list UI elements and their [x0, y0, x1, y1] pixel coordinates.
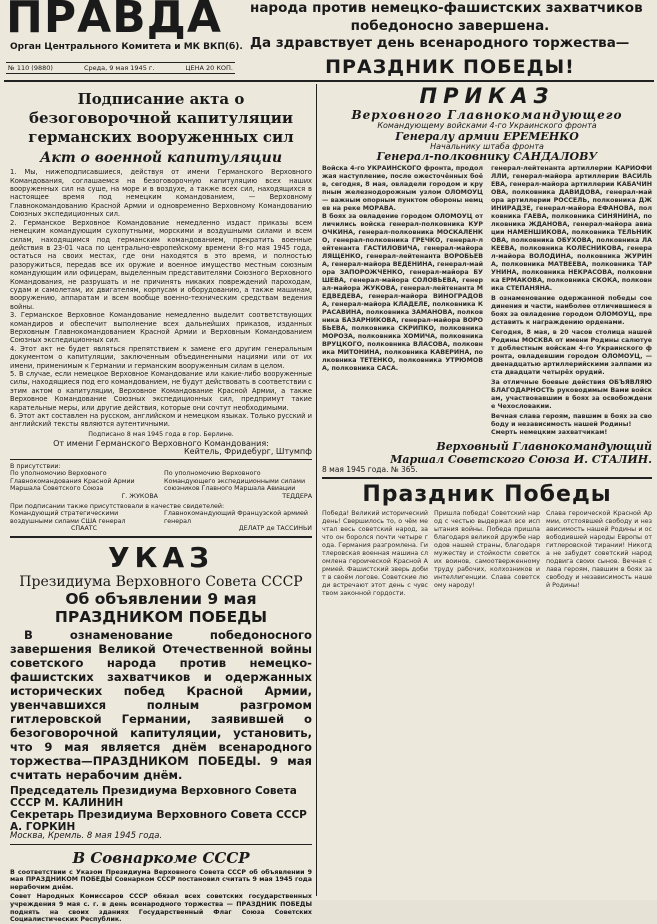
prikaz-glory: Вечная слава героям, павшим в боях за свободу и независимость нашей Родины! [491, 413, 652, 429]
prikaz-commander-title: Верховный Главнокомандующий [436, 440, 652, 454]
column-divider [316, 84, 317, 896]
prikaz-addressee: Командующему войсками 4-го Украинского фронта [377, 121, 597, 130]
masthead-title: ПРАВДА [6, 0, 222, 43]
act-paragraph-4: 4. Этот акт не будет являться препятствием к замене его другим генеральным документом о капитуляции, заключенным объединенными нациями или от их имени, применимым к Германии и германским вооруженным силам в целом. [10, 344, 312, 370]
sovnarkom-p2: Совет Народных Комиссаров СССР обязал всех советских государственных учреждения 9 мая с. г. в день всенародного торжества — ПРАЗДНИК ПОБЕДЫ поднять на своих зданиях Государственный Флаг Союза Советских Социалистических Республик. [10, 893, 312, 924]
act-paragraph-1: 1. Мы, нижеподписавшиеся, действуя от имени Германского Верховного Командования, соглашаемся на безоговорочную капитуляцию всех наших вооруженных сил на суше, на море и в воздухе, а также всех сил, находящихся в настоящее время под немецким командованием, — Верховному Главнокомандованию Красной Армии и одновременно Верховному Командованию Союзных экспедиционных сил. [10, 168, 312, 219]
holiday-col-2: Пришла победа! Советский народ с честью выдержал все испытания войны. Победа пришла благодаря великой дружбе народов нашей страны, благодаря мужеству и стойкости советских воинов, самоотверженному труду рабочих, колхозников и интеллигенции. Слава советскому народу! [434, 509, 540, 589]
issue-number: № 110 (9880) [8, 64, 53, 72]
prikaz-title: ПРИКАЗ [419, 84, 555, 108]
rule-holiday [322, 477, 652, 479]
masthead-rule [4, 80, 654, 82]
act-signed: Подписано 8 мая 1945 года в гор. Берлине. [88, 430, 234, 438]
prikaz-general: Генералу армии ЕРЕМЕНКО [395, 129, 579, 143]
act-paragraph-6: 6. Этот акт составлен на русском, английском и немецком языках. Только русский и английский тексты являются аутентичными. [10, 412, 312, 429]
presence-block [10, 470, 312, 500]
german-signers: Кейтель, Фридебург, Штумпф [183, 447, 312, 457]
prikaz-issuer: Верховного Главнокомандующего [351, 108, 623, 122]
allied-rep-name: ТЕДДЕРА [282, 493, 312, 500]
issue-date: Среда, 9 мая 1945 г. [83, 64, 155, 72]
prikaz-commander-name: Маршал Советского Союза И. СТАЛИН. [390, 453, 652, 467]
act-paragraph-2: 2. Германское Верховное Командование немедленно издаст приказы всем немецким командующим сухопутными, морскими и воздушными силами и всем силам, находящимся под германским командованием, прекратить военные действия в 23-01 часа по центрально-европейскому времени 8-го мая 1945 года, остаться на своих местах, где они находятся в это время, и полностью разоружиться, передав все их оружие и военное имущество местным союзным командующим или офицерам, выделенным представителями Союзного Верховного Командования, не разрушать и не причинять никаких повреждений пароходам, судам и самолетам, их двигателям, корпусам и оборудованию, а также машинам, вооружению, аппаратам и всем вообще военно-техническим средствам ведения войны. [10, 218, 312, 311]
presence-label: В присутствии: [10, 462, 61, 470]
prikaz-chief-name: Генерал-полковнику САНДАЛОВУ [376, 150, 598, 164]
witness-block [10, 510, 312, 533]
rule-ukaz [10, 536, 312, 538]
prikaz-left [322, 165, 483, 437]
act-paragraph-5: 5. В случае, если немецкое Верховное Командование или какие-либо вооруженные силы, находящиеся под его командованием, не будут действовать в соответствии с этим актом о капитуляции, Верховное Командование Красной Армии, а также Верховное Командование Союзных экспедиционных сил, предпримут такие карательные меры, или другие действия, которые они сочтут необходимыми. [10, 370, 312, 412]
allied-rep-text: По уполномочию Верховного Командующего экспедиционными силами союзников Главного Маршала Авиации [164, 470, 306, 493]
prikaz-result: В ознаменование одержанной победы соединения и части, наиболее отличившиеся в боях за овладение городом ОЛОМОУЦ, представить к награждению орденами. [491, 295, 652, 327]
ukaz-headline: Об объявлении 9 мая ПРАЗДНИКОМ ПОБЕДЫ [54, 589, 268, 626]
holiday-title: Праздник Победы [362, 481, 612, 507]
fr-witness [164, 510, 312, 533]
ukaz-issuer: Президиума Верховного Совета СССР [19, 573, 303, 590]
holiday-col-3: Слава героической Красной Армии, отстоявшей свободу и независимость нашей Родины и освободившей народы Европы от гитлеровской тирании! Никогда не забудет советский народ подвига своих сынов. Вечная слава героям, павшим в боях за свободу и независимость нашей Родины! [546, 509, 652, 589]
fr-rep-name: ДЕЛАТР де ТАССИНЬИ [238, 525, 312, 533]
prikaz-chief-label: Начальнику штаба фронта [430, 141, 544, 151]
issue-info [6, 62, 235, 74]
sovnarkom-title: В Совнаркоме СССР [72, 848, 250, 867]
prikaz-date: 8 мая 1945 года. № 365. [322, 465, 418, 475]
witness-label: При подписании также присутствовали в качестве свидетелей: [10, 502, 225, 510]
rule-sovnarkom [10, 844, 312, 845]
sovnarkom-p1: В соответствии с Указом Президиума Верховного Совета СССР об объявлении 9 мая ПРАЗДНИКОМ ПОБЕДЫ Совнарком СССР постановил считать 9 мая 1945 года нерабочим днём. [10, 868, 312, 891]
ukaz-secretary: Секретарь Президиума Верховного Совета СССР А. ГОРКИН [10, 808, 307, 833]
ukaz-body: В ознаменование победоносного завершения Великой Отечественной войны советского народа против немецко-фашистских захватчиков и одержанных исторических побед Красной Армии, увенчавшихся полным разгромом гитлеровской Германии, заявившей о безоговорочной капитуляции, установить, что 9 мая является днём всенародного торжества—ПРАЗДНИКОМ ПОБЕДЫ. 9 мая считать нерабочим днём. [10, 627, 312, 782]
holiday-col-1: Победа! Великий исторический день! Свершилось то, о чём мечтал весь советский народ, за что он боролся почти четыре года. Германия разгромлена. Гитлеровская военная машина сломлена героической Красной Армией. Фашистский зверь добит в своём логове. Советские люди встречают этот день с чувством законной гордости. [322, 509, 428, 597]
prikaz-intro: Войска 4-го УКРАИНСКОГО фронта, продолжая наступление, после ожесточённых боёв, сегодня, 8 мая, овладели городом и крупным железнодорожным узлом ОЛОМОУЦ — важным опорным пунктом обороны немцев на реке МОРАВА. [322, 165, 483, 213]
ukaz-place-date: Москва, Кремль. 8 мая 1945 года. [10, 830, 163, 841]
top-slogan [250, 0, 650, 79]
prikaz-salute: Сегодня, 8 мая, в 20 часов столица нашей Родины МОСКВА от имени Родины салютует доблестным войскам 4-го Украинского фронта, овладевшим городом ОЛОМОУЦ, — двенадцатью артиллерийскими залпами из ста двадцати четырёх орудий. [491, 329, 652, 377]
act-subheadline: Акт о военной капитуляции [39, 150, 283, 167]
prikaz-col1: В боях за овладение городом ОЛОМОУЦ отличились войска генерал-полковника КУРОЧКИНА, генерал-полковника МОСКАЛЕНКО, генерал-полковника ГРЕЧКО, генерал-лейтенанта ГАСТИЛОВИЧА, генерал-майора ЛЯЩЕНКО, генерал-лейтенанта ВОРОБЬЕВА, генерал-майора ВЕДЕНИНА, генерал-майора ЗАПОРОЖЧЕНКО, генерал-майора БУШЕВА, генерал-майора СОЛОВЬЕВА, генерал-майора ЖУКОВА, генерал-лейтенанта МЕДВЕДЕВА, генерал-майора ВИНОГРАДОВА, генерал-майора КЛАДЕЛЕ, полковника КРАСАВИНА, полковника ЗАМАНОВА, полковника БАЗАРНИКОВА, генерал-майора ВОРОБЬЕВА, полковника СКРИПКО, полковника МОРОЗА, полковника ХОМИЧА, полковника ВРУЦКОГО, полковника ВЛАСОВА, полковника МИТОНИНА, полковника КАВЕРИНА, полковника ТЕТЕНКО, полковника УТРЮМОВА, полковника САСА. [322, 213, 483, 373]
soviet-rep-name: Г. ЖУКОВА [121, 493, 158, 500]
rule-presence [10, 459, 312, 460]
prikaz-death: Смерть немецким захватчикам! [491, 429, 608, 437]
prikaz-body [322, 165, 652, 437]
act-headline: Подписание акта о безоговорочной капитуляции германских вооруженных сил [28, 90, 294, 146]
prikaz-right [491, 165, 652, 437]
fr-rep-text: Главнокомандующий Французской армией генерал [164, 510, 308, 525]
act-paragraph-3: 3. Германское Верховное Командование немедленно выделит соответствующих командиров и обеспечит выполнение всех дальнейших приказов, изданных Верховным Главнокомандованием Красной Армии и Верховным Командованием Союзных экспедиционных сил. [10, 311, 312, 345]
left-column [10, 84, 312, 924]
slogan-line-1: народа против немецко-фашистских захватчиков [250, 0, 643, 16]
soviet-rep-text: По уполномочию Верховного Главнокомандования Красной Армии Маршала Советского Союза [10, 470, 135, 493]
us-witness [10, 510, 158, 533]
issue-price: ЦЕНА 20 КОП. [185, 64, 233, 72]
us-rep-text: Командующий стратегическими воздушными силами США генерал [10, 510, 126, 525]
holiday-body [322, 510, 652, 598]
german-label: От имени Германского Верховного Командования: [53, 439, 269, 449]
prikaz-col2: генерал-лейтенанта артиллерии КАРИОФИЛЛИ, генерал-майора артиллерии ВАСИЛЬЕВА, генерал-майора артиллерии КАБАЧИНОВА, полковника ДАВИДОВА, генерал-майора артиллерии РОССЕЛЬ, полковника ДЖИНИРАДЗЕ, генерал-майора ЕФАНОВА, полковника ГАЕВА, полковника СИНЯНИНА, полковника ЖДАНОВА, генерал-майора авиации НАМЕНШИКОВА, полковника ТЕЛЬНИКОВА, полковника ОБУХОВА, полковника ЛАКЕЕВА, полковника КОЛЕСНИКОВА, генерал-майора ВОЛОДИНА, полковника ЖУРИНА, полковника МАТВЕЕВА, полковника ТАРУНИНА, полковника НЕКРАСОВА, полковника ЕРМАКОВА, полковника СКОКА, полковника СТЕПАНЯНА. [491, 165, 652, 293]
ukaz-chair: Председатель Президиума Верховного Совета СССР М. КАЛИНИН [10, 784, 297, 809]
slogan-line-3: Да здравствует день всенародного торжества— [250, 35, 630, 52]
slogan-line-2: победоносно завершена. [350, 17, 550, 34]
masthead-organ: Орган Центрального Комитета и МК ВКП(б). [10, 42, 243, 52]
us-rep-name: СПААТС [71, 525, 97, 533]
ukaz-title: УКАЗ [107, 540, 215, 574]
slogan-line-4: ПРАЗДНИК ПОБЕДЫ! [325, 55, 575, 78]
right-column [322, 84, 652, 598]
prikaz-thanks: За отличные боевые действия ОБЪЯВЛЯЮ БЛАГОДАРНОСТЬ руководимым Вами войскам, участвовавшим в боях за освобождение Чехословакии. [491, 379, 652, 411]
soviet-representative [10, 470, 158, 500]
allied-representative [164, 470, 312, 500]
